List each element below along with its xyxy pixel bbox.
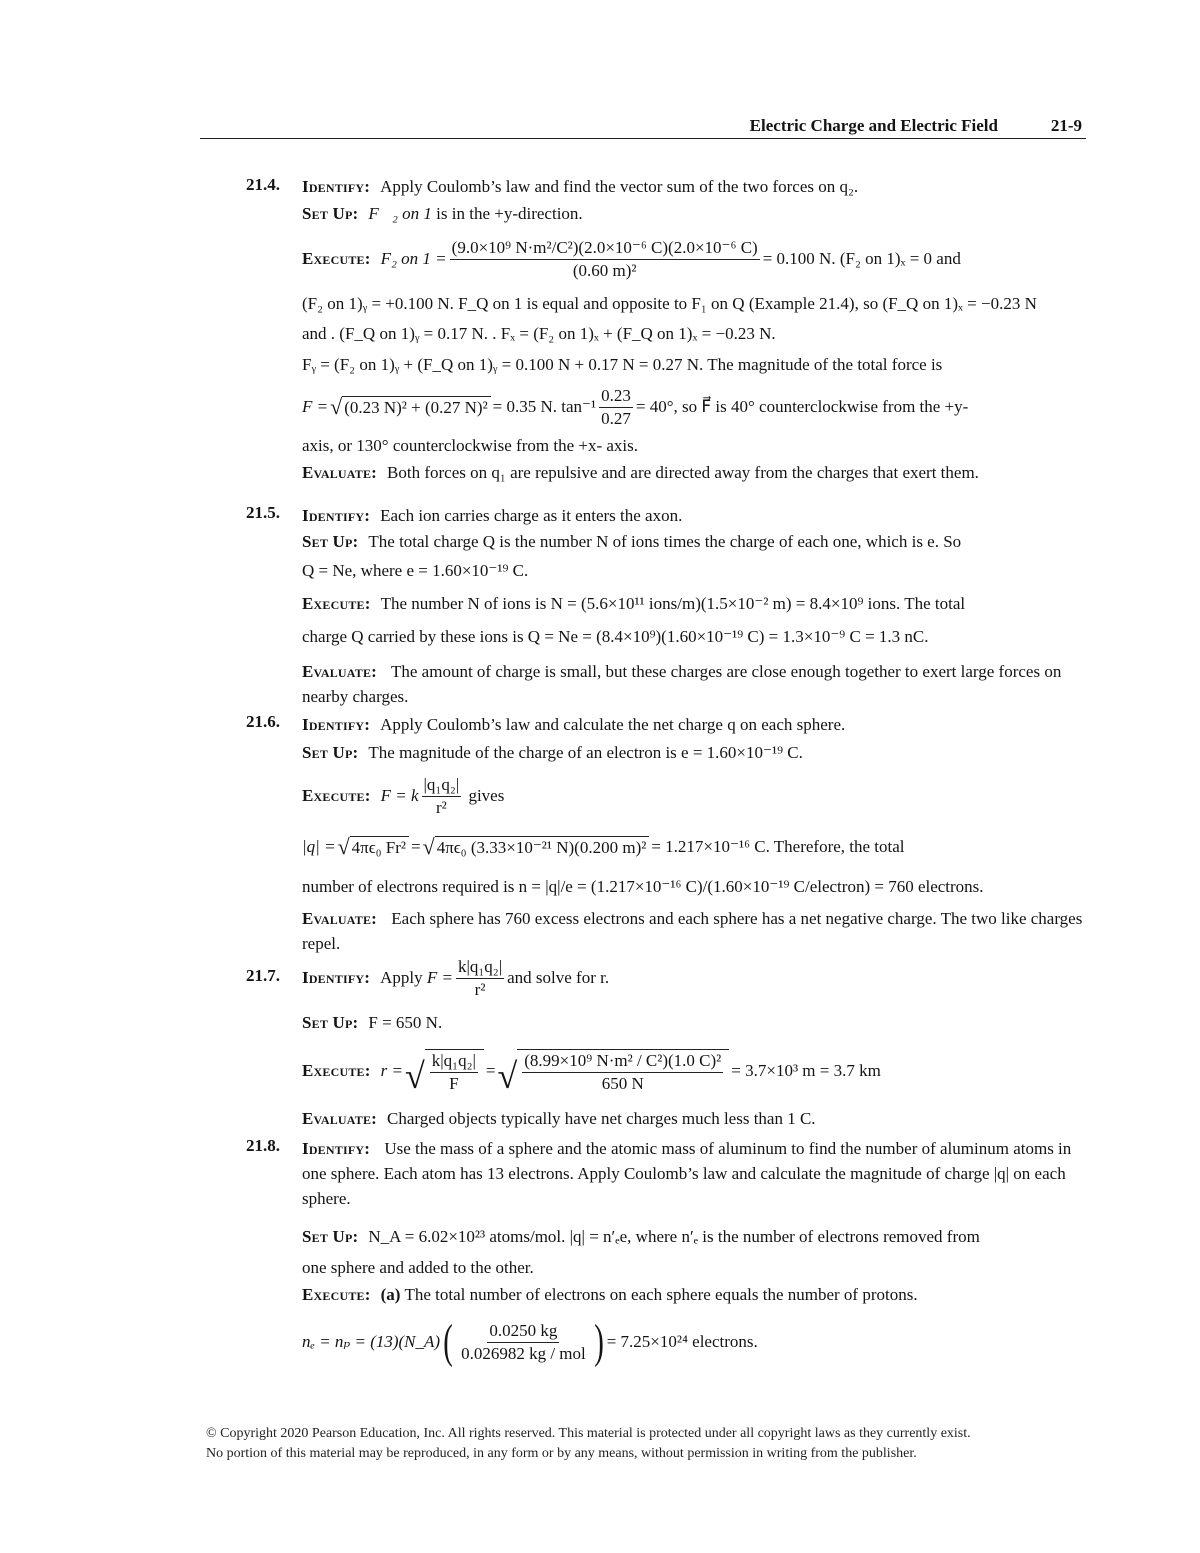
setup-text: The total charge Q is the number N of ions times the charge of each one, which is e. So	[368, 532, 962, 551]
fraction-denominator: r²	[474, 979, 486, 999]
setup-line	[302, 1006, 1086, 1040]
fraction-numerator: (9.0×10⁹ N·m²/C²)(2.0×10⁻⁶ C)(2.0×10⁻⁶ C)	[450, 238, 760, 260]
equation-text: gives	[468, 786, 505, 805]
evaluate-line	[302, 459, 1086, 487]
fraction-denominator: 0.026982 kg / mol	[461, 1343, 586, 1363]
identify-text: Use the mass of a sphere and the atomic mass of aluminum to find the number of aluminum atoms in one sphere. Each atom has 13 electrons. Apply Coulomb’s law and calculate the magnitude of charge |q| on each sphere.	[302, 1139, 1072, 1208]
radicand	[425, 1049, 484, 1094]
evaluate-line	[302, 659, 1086, 709]
setup-line	[302, 738, 1086, 768]
equation-lhs: nₑ = nₚ = (13)(N_A)	[302, 1332, 441, 1351]
setup-line	[302, 199, 1086, 229]
execute-text: The number N of ions is N = (5.6×10¹¹ ions/m)(1.5×10⁻² m) = 8.4×10⁹ ions. The total	[380, 594, 966, 613]
setup-label: Set Up:	[302, 743, 359, 762]
fraction-numerator: k|q₁q₂|	[456, 957, 504, 979]
page-number: 21-9	[1050, 116, 1082, 135]
text-line	[302, 555, 1086, 587]
setup-vector: F⃗₂ on 1	[368, 204, 432, 223]
fraction-denominator: r²	[435, 797, 447, 817]
execute-label: Execute:	[302, 1061, 371, 1080]
fraction-denominator: (0.60 m)²	[572, 260, 637, 280]
setup-label: Set Up:	[302, 1227, 359, 1246]
fraction-denominator: F	[449, 1073, 459, 1093]
radicand: 4πϵ₀ Fr²	[350, 836, 409, 858]
radical-sign: √	[404, 1055, 425, 1096]
identify-text: Each ion carries charge as it enters the axon.	[380, 506, 683, 525]
identify-label: Identify:	[302, 177, 371, 196]
text-line	[302, 319, 1086, 349]
problem-number: 21.6.	[246, 712, 280, 731]
execute-line	[302, 1040, 1086, 1102]
text-line	[302, 1255, 1086, 1281]
identify-line	[302, 950, 1086, 1006]
radical-sign: √	[422, 834, 435, 859]
text-line	[302, 621, 1086, 653]
radical-sign: √	[337, 834, 350, 859]
execute-line	[302, 229, 1086, 289]
equation-text: Q = Ne, where e = 1.60×10⁻¹⁹ C.	[302, 561, 529, 580]
identify-label: Identify:	[302, 506, 371, 525]
text-line	[302, 870, 1086, 904]
evaluate-line	[302, 1102, 1086, 1136]
evaluate-text: Charged objects typically have net charges much less than 1 C.	[387, 1109, 816, 1128]
radicand: 4πϵ₀ (3.33×10⁻²¹ N)(0.200 m)²	[435, 836, 650, 858]
square-root	[498, 1049, 730, 1094]
identify-text: Apply Coulomb’s law and find the vector sum of the two forces on q₂.	[380, 177, 859, 196]
problem-number: 21.4.	[246, 175, 280, 194]
identify-label: Identify:	[302, 968, 371, 987]
radical-sign: √	[330, 394, 343, 419]
execute-label: Execute:	[302, 249, 371, 268]
fraction	[599, 386, 633, 429]
fraction-denominator: 650 N	[601, 1073, 644, 1093]
equation-line	[302, 824, 1086, 870]
square-root	[423, 836, 650, 858]
equation-rhs: = 0.100 N. (F₂ on 1)ₓ = 0 and	[762, 249, 961, 268]
equation-text: charge Q carried by these ions is Q = Ne = (8.4×10⁹)(1.60×10⁻¹⁹ C) = 1.3×10⁻⁹ C = 1.3 nC.	[302, 627, 929, 646]
execute-line	[302, 1281, 1086, 1309]
equation-text: =	[411, 837, 421, 856]
identify-line	[302, 503, 1086, 529]
setup-line	[302, 529, 1086, 555]
setup-text: The magnitude of the charge of an electron is e = 1.60×10⁻¹⁹ C.	[368, 743, 803, 762]
identify-label: Identify:	[302, 715, 371, 734]
fraction-denominator: 0.27	[601, 408, 631, 428]
fraction	[450, 238, 760, 281]
execute-line	[302, 768, 1086, 824]
square-root	[405, 1049, 484, 1094]
evaluate-label: Evaluate:	[302, 1109, 378, 1128]
evaluate-label: Evaluate:	[302, 909, 378, 928]
page-header	[200, 116, 1086, 139]
evaluate-label: Evaluate:	[302, 662, 378, 681]
right-paren: )	[593, 1315, 604, 1368]
copyright-line: © Copyright 2020 Pearson Education, Inc. All rights reserved. This material is protected under all copyright laws as they currently exist.	[206, 1426, 971, 1441]
identify-line	[302, 712, 1086, 738]
fraction	[459, 1321, 588, 1364]
equation-rhs: = 7.25×10²⁴ electrons.	[606, 1332, 758, 1351]
equation-rhs: = 3.7×10³ m = 3.7 km	[731, 1061, 881, 1080]
setup-line	[302, 1219, 1086, 1255]
execute-label: Execute:	[302, 594, 371, 613]
square-root	[330, 396, 491, 418]
evaluate-text: Each sphere has 760 excess electrons and each sphere has a net negative charge. The two like charges repel.	[302, 909, 1083, 953]
left-paren: (	[443, 1315, 453, 1368]
equation-lhs: r =	[380, 1061, 403, 1080]
setup-text: F = 650 N.	[368, 1013, 443, 1032]
equation-text: (F₂ on 1)ᵧ = +0.100 N. F_Q on 1 is equal and opposite to F₁ on Q (Example 21.4), so (F_Q on 1)ₓ = −0.23 N	[302, 294, 1037, 313]
identify-line	[302, 175, 1086, 199]
text-line	[302, 289, 1086, 319]
copyright-footer	[206, 1424, 1086, 1464]
evaluate-line	[302, 906, 1086, 956]
fraction-numerator: (8.99×10⁹ N·m² / C²)(1.0 C)²	[522, 1051, 723, 1073]
identify-label: Identify:	[302, 1139, 371, 1158]
setup-label: Set Up:	[302, 532, 359, 551]
setup-label: Set Up:	[302, 1013, 359, 1032]
execute-text: The total number of electrons on each sphere equals the number of protons.	[404, 1285, 918, 1304]
square-root	[338, 836, 409, 858]
equation-lhs: F =	[302, 397, 329, 416]
equation-lhs: F =	[426, 968, 453, 987]
problem-number: 21.8.	[246, 1136, 280, 1155]
execute-label: Execute:	[302, 1285, 371, 1304]
problem-number: 21.7.	[246, 966, 280, 985]
text-line	[302, 349, 1086, 381]
equation-lhs: F₂ on 1 =	[380, 249, 447, 268]
setup-label: Set Up:	[302, 204, 359, 223]
identify-text: and solve for r.	[507, 968, 610, 987]
evaluate-label: Evaluate:	[302, 463, 378, 482]
equation-line	[302, 381, 1086, 433]
equation-text: = 0.35 N. tan⁻¹	[492, 397, 597, 416]
fraction-numerator: 0.0250 kg	[487, 1321, 559, 1343]
fraction-numerator: |q₁q₂|	[422, 775, 462, 797]
identify-text: Apply Coulomb’s law and calculate the net charge q on each sphere.	[380, 715, 846, 734]
equation-text: number of electrons required is n = |q|/e = (1.217×10⁻¹⁶ C)/(1.60×10⁻¹⁹ C/electron) = 760 electrons.	[302, 877, 984, 896]
identify-text: Apply	[380, 968, 423, 987]
fraction-numerator: 0.23	[599, 386, 633, 408]
copyright-line: No portion of this material may be reproduced, in any form or by any means, without permission in writing from the publisher.	[206, 1446, 917, 1461]
part-label: (a)	[380, 1285, 401, 1304]
radicand: (0.23 N)² + (0.27 N)²	[342, 396, 490, 418]
problem-number: 21.5.	[246, 503, 280, 522]
execute-label: Execute:	[302, 786, 371, 805]
equation-text: Fᵧ = (F₂ on 1)ᵧ + (F_Q on 1)ᵧ = 0.100 N + 0.17 N = 0.27 N. The magnitude of the total force is	[302, 355, 943, 374]
equation-line	[302, 1309, 1086, 1375]
setup-text: one sphere and added to the other.	[302, 1258, 534, 1277]
setup-text: is in the +y-direction.	[436, 204, 583, 223]
chapter-title: Electric Charge and Electric Field	[749, 116, 998, 135]
radicand	[517, 1049, 729, 1094]
equation-text: axis, or 130° counterclockwise from the +x- axis.	[302, 436, 638, 455]
equation-lhs: |q| =	[302, 837, 336, 856]
identify-line	[302, 1136, 1086, 1211]
fraction	[456, 957, 504, 1000]
radical-sign: √	[497, 1055, 518, 1096]
equation-text: =	[485, 1061, 496, 1080]
equation-lhs: F = k	[380, 786, 419, 805]
fraction	[422, 775, 462, 818]
fraction	[430, 1051, 478, 1094]
evaluate-text: The amount of charge is small, but these charges are close enough together to exert large forces on nearby charges.	[302, 662, 1062, 706]
fraction-numerator: k|q₁q₂|	[430, 1051, 478, 1073]
equation-text: = 1.217×10⁻¹⁶ C. Therefore, the total	[651, 837, 905, 856]
setup-text: N_A = 6.02×10²³ atoms/mol. |q| = n′ₑe, where n′ₑ is the number of electrons removed from	[368, 1227, 980, 1246]
equation-text: = 40°, so F⃗ is 40° counterclockwise from the +y-	[635, 397, 969, 416]
execute-line	[302, 587, 1086, 621]
evaluate-text: Both forces on q₁ are repulsive and are directed away from the charges that exert them.	[387, 463, 979, 482]
fraction	[522, 1051, 723, 1094]
text-line	[302, 433, 1086, 459]
equation-text: and . (F_Q on 1)ᵧ = 0.17 N. . Fₓ = (F₂ on 1)ₓ + (F_Q on 1)ₓ = −0.23 N.	[302, 324, 776, 343]
